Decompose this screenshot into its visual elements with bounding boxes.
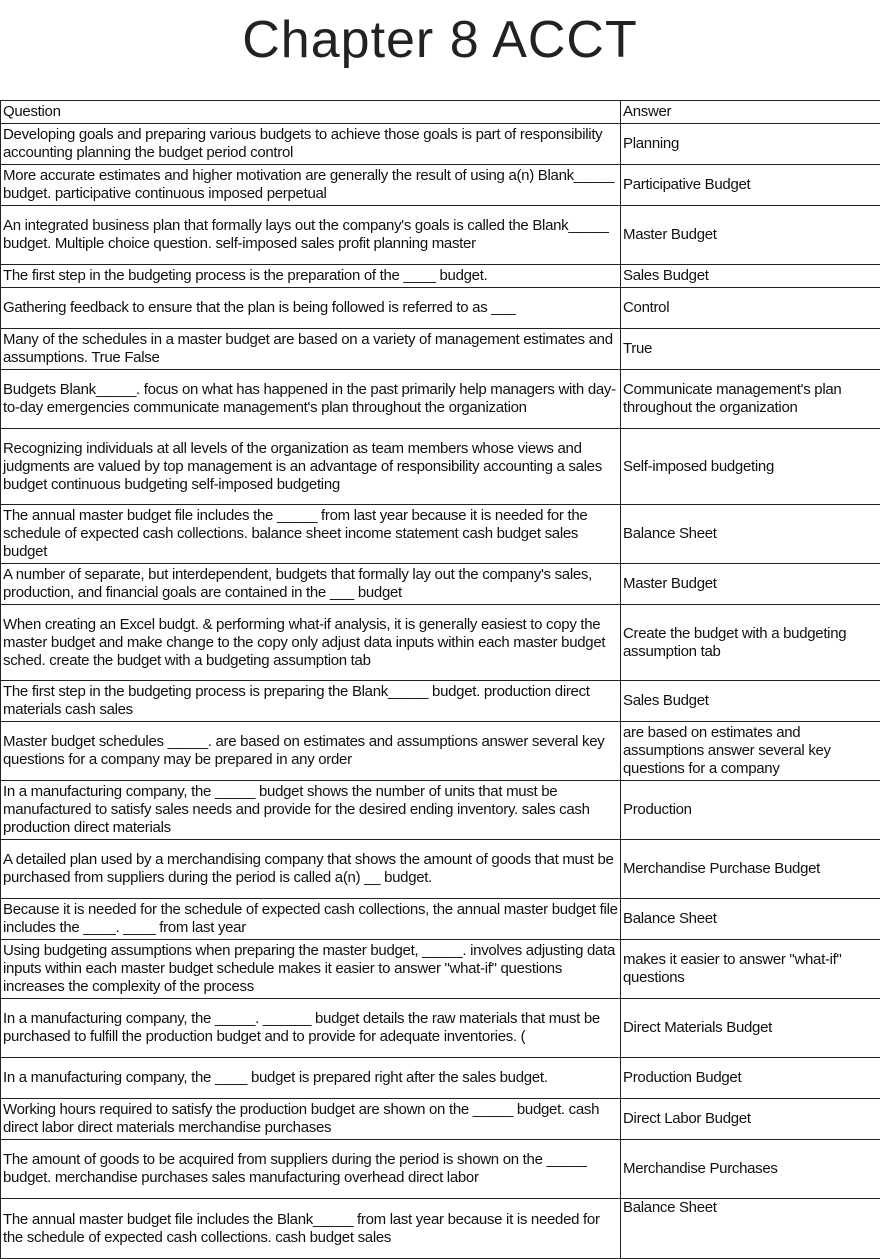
question-cell: Using budgeting assumptions when preparing the master budget, _____. involves adjusting data inputs within each master budget schedule makes it easier to answer "what-if" questions increases the complexity of the process	[1, 940, 621, 999]
answer-cell: Sales Budget	[621, 681, 880, 722]
answer-cell: Balance Sheet	[621, 505, 880, 564]
answer-cell: Direct Labor Budget	[621, 1099, 880, 1140]
question-cell: Gathering feedback to ensure that the plan is being followed is referred to as ___	[1, 288, 621, 329]
answer-cell: Merchandise Purchases	[621, 1140, 880, 1199]
table-row	[1, 265, 880, 288]
question-cell: When creating an Excel budgt. & performing what-if analysis, it is generally easiest to copy the master budget and make change to the copy only adjust data inputs within each master budget sched. create the budget with a budgeting assumption tab	[1, 605, 621, 681]
table-row	[1, 781, 880, 840]
table-row	[1, 429, 880, 505]
question-cell: More accurate estimates and higher motivation are generally the result of using a(n) Blank_____ budget. participative continuous imposed perpetual	[1, 165, 621, 206]
question-cell: In a manufacturing company, the _____. ______ budget details the raw materials that must be purchased to fulfill the production budget and to provide for adequate inventories. (	[1, 999, 621, 1058]
table-row	[1, 206, 880, 265]
table-row	[1, 605, 880, 681]
answer-cell: True	[621, 329, 880, 370]
question-cell: Developing goals and preparing various budgets to achieve those goals is part of responsibility accounting planning the budget period control	[1, 124, 621, 165]
answer-cell: makes it easier to answer "what-if" questions	[621, 940, 880, 999]
answer-cell: Participative Budget	[621, 165, 880, 206]
table-row	[1, 722, 880, 781]
question-cell: Working hours required to satisfy the production budget are shown on the _____ budget. cash direct labor direct materials merchandise purchases	[1, 1099, 621, 1140]
table-row	[1, 329, 880, 370]
question-cell: Master budget schedules _____. are based on estimates and assumptions answer several key questions for a company may be prepared in any order	[1, 722, 621, 781]
answer-cell: Planning	[621, 124, 880, 165]
question-cell: A number of separate, but interdependent, budgets that formally lay out the company's sales, production, and financial goals are contained in the ___ budget	[1, 564, 621, 605]
table-row	[1, 1058, 880, 1099]
table-row	[1, 899, 880, 940]
answer-cell: Direct Materials Budget	[621, 999, 880, 1058]
question-cell: Many of the schedules in a master budget are based on a variety of management estimates and assumptions. True False	[1, 329, 621, 370]
table-row	[1, 999, 880, 1058]
answer-cell: Production Budget	[621, 1058, 880, 1099]
answer-cell: Sales Budget	[621, 265, 880, 288]
table-row	[1, 288, 880, 329]
table-row	[1, 1140, 880, 1199]
table-row	[1, 505, 880, 564]
question-cell: Recognizing individuals at all levels of the organization as team members whose views and judgments are valued by top management is an advantage of responsibility accounting a sales budget continuous budgeting self-imposed budgeting	[1, 429, 621, 505]
table-header-row	[1, 101, 880, 124]
answer-cell: Balance Sheet	[621, 1199, 880, 1259]
question-cell: The amount of goods to be acquired from suppliers during the period is shown on the _____ budget. merchandise purchases sales manufacturing overhead direct labor	[1, 1140, 621, 1199]
table-row	[1, 124, 880, 165]
answer-cell: are based on estimates and assumptions answer several key questions for a company	[621, 722, 880, 781]
question-cell: Budgets Blank_____. focus on what has happened in the past primarily help managers with day-to-day emergencies communicate management's plan throughout the organization	[1, 370, 621, 429]
question-cell: The first step in the budgeting process is the preparation of the ____ budget.	[1, 265, 621, 288]
question-cell: In a manufacturing company, the ____ budget is prepared right after the sales budget.	[1, 1058, 621, 1099]
question-cell: In a manufacturing company, the _____ budget shows the number of units that must be manufactured to satisfy sales needs and provide for the desired ending inventory. sales cash production direct materials	[1, 781, 621, 840]
flashcard-table	[0, 100, 880, 1259]
table-row	[1, 1199, 880, 1259]
table-row	[1, 840, 880, 899]
question-cell: Because it is needed for the schedule of expected cash collections, the annual master budget file includes the ____. ____ from last year	[1, 899, 621, 940]
table-row	[1, 370, 880, 429]
question-cell: The annual master budget file includes the _____ from last year because it is needed for the schedule of expected cash collections. balance sheet income statement cash budget sales budget	[1, 505, 621, 564]
answer-cell: Balance Sheet	[621, 899, 880, 940]
question-cell: A detailed plan used by a merchandising company that shows the amount of goods that must be purchased from suppliers during the period is called a(n) __ budget.	[1, 840, 621, 899]
page-title: Chapter 8 ACCT	[0, 10, 880, 70]
question-cell: An integrated business plan that formally lays out the company's goals is called the Blank_____ budget. Multiple choice question. self-imposed sales profit planning master	[1, 206, 621, 265]
question-cell: The first step in the budgeting process is preparing the Blank_____ budget. production direct materials cash sales	[1, 681, 621, 722]
table-row	[1, 1099, 880, 1140]
table-row	[1, 165, 880, 206]
answer-cell: Master Budget	[621, 564, 880, 605]
table-row	[1, 681, 880, 722]
question-header: Question	[1, 101, 621, 124]
answer-cell: Production	[621, 781, 880, 840]
answer-cell: Control	[621, 288, 880, 329]
question-cell: The annual master budget file includes the Blank_____ from last year because it is needed for the schedule of expected cash collections. cash budget sales	[1, 1199, 621, 1259]
table-row	[1, 940, 880, 999]
answer-cell: Merchandise Purchase Budget	[621, 840, 880, 899]
answer-cell: Master Budget	[621, 206, 880, 265]
answer-cell: Self-imposed budgeting	[621, 429, 880, 505]
table-row	[1, 564, 880, 605]
answer-cell: Communicate management's plan throughout the organization	[621, 370, 880, 429]
answer-cell: Create the budget with a budgeting assumption tab	[621, 605, 880, 681]
answer-header: Answer	[621, 101, 880, 124]
